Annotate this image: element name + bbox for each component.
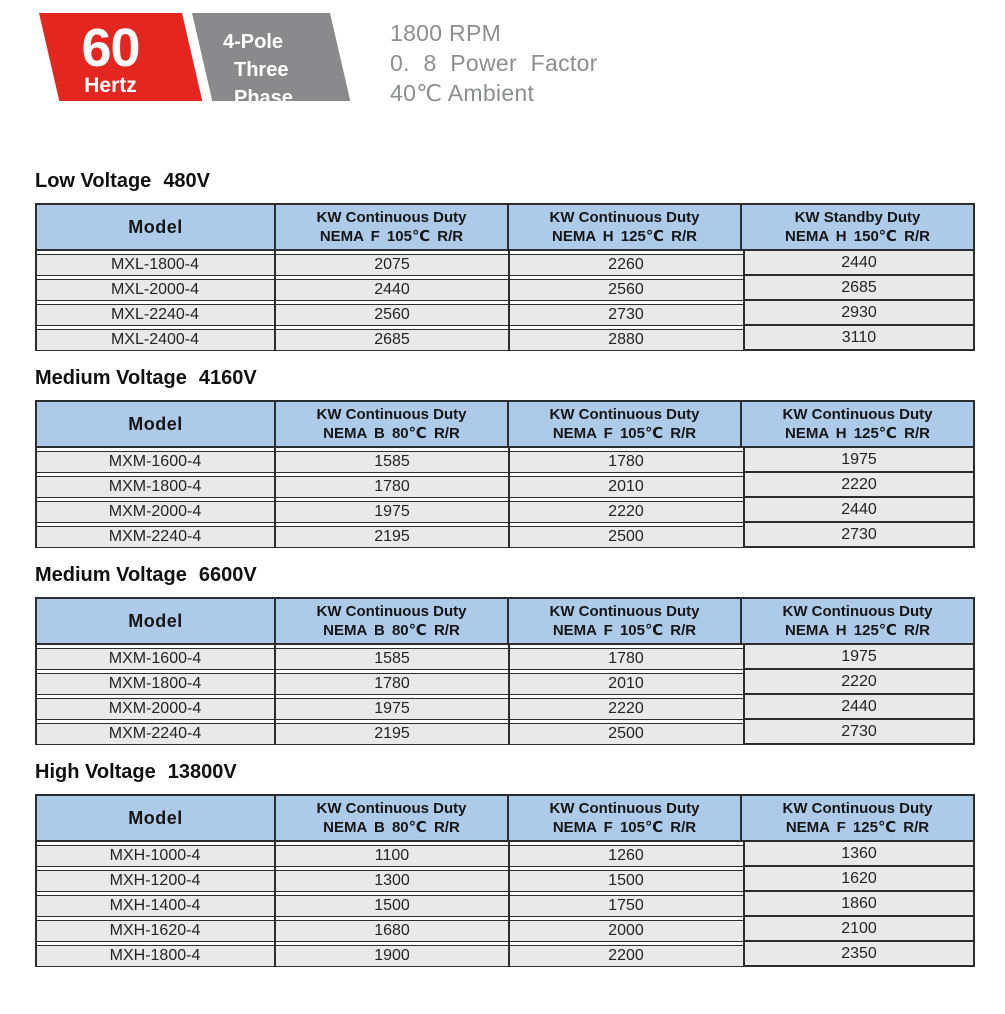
- model-cell: MXM-1800-4: [108, 478, 202, 495]
- column-divider: [274, 251, 276, 351]
- frequency-badge: [39, 13, 202, 101]
- column-header-line1: KW Continuous Duty: [316, 603, 467, 620]
- table-row: [35, 254, 743, 276]
- model-cell: MXM-1800-4: [108, 675, 202, 692]
- column-header-line2: NEMA H 150℃ R/R: [785, 228, 930, 245]
- column-header-line2: NEMA F 125℃ R/R: [785, 819, 930, 836]
- value-cell: 2010: [608, 675, 644, 692]
- model-cell: MXM-1600-4: [108, 453, 202, 470]
- value-cell: 1360: [745, 842, 973, 865]
- value-cell: 2440: [745, 496, 973, 521]
- value-cell: 1975: [745, 645, 973, 668]
- column-divider: [35, 645, 37, 745]
- data-table: [35, 794, 975, 967]
- column-header-line2: NEMA B 80℃ R/R: [323, 425, 460, 442]
- value-cell: 1680: [374, 922, 410, 939]
- value-cell: 2880: [608, 331, 644, 348]
- table-row: [35, 279, 743, 301]
- table-last-column: [743, 645, 975, 745]
- spec-rpm: 1800 RPM: [390, 20, 502, 46]
- value-cell: 2260: [608, 256, 644, 273]
- value-cell: 1620: [745, 865, 973, 890]
- table-row: [35, 845, 743, 867]
- column-header-line1: KW Continuous Duty: [782, 406, 933, 423]
- model-cell: MXH-1800-4: [109, 947, 201, 964]
- model-cell: MXM-2240-4: [108, 725, 202, 742]
- value-cell: 1780: [374, 478, 410, 495]
- value-cell: 1500: [608, 872, 644, 889]
- value-cell: 2195: [374, 528, 410, 545]
- column-header: [742, 205, 973, 249]
- voltage-section: [35, 761, 975, 967]
- column-header-line1: KW Continuous Duty: [549, 800, 700, 817]
- model-cell: MXL-2000-4: [110, 281, 200, 298]
- value-cell: 2000: [608, 922, 644, 939]
- column-header-line2: NEMA B 80℃ R/R: [323, 622, 460, 639]
- value-cell: 2220: [608, 700, 644, 717]
- column-header: [509, 599, 742, 643]
- column-header-line1: KW Continuous Duty: [549, 406, 700, 423]
- table-rows-left: [35, 448, 743, 548]
- column-divider: [508, 842, 510, 967]
- value-cell: 1585: [374, 650, 410, 667]
- section-title-voltage: 480V: [163, 170, 211, 192]
- column-header-line2: NEMA H 125℃ R/R: [785, 425, 930, 442]
- value-cell: 2220: [745, 471, 973, 496]
- column-header-line1: KW Standby Duty: [794, 209, 921, 226]
- section-title-label: Low Voltage: [35, 170, 152, 192]
- value-cell: 2440: [374, 281, 410, 298]
- data-table: [35, 203, 975, 351]
- column-header: [742, 402, 973, 446]
- value-cell: 2350: [745, 940, 973, 965]
- column-header-model: Model: [37, 205, 276, 249]
- value-cell: 1780: [608, 453, 644, 470]
- table-header-row: [35, 400, 975, 448]
- section-title-label: Medium Voltage: [35, 367, 187, 389]
- voltage-section: [35, 367, 975, 548]
- table-body: [35, 645, 975, 745]
- value-cell: 1975: [374, 700, 410, 717]
- value-cell: 2220: [745, 668, 973, 693]
- table-body: [35, 448, 975, 548]
- column-divider: [508, 448, 510, 548]
- value-cell: 2075: [374, 256, 410, 273]
- value-cell: 2930: [745, 299, 973, 324]
- column-header-line2: NEMA F 105℃ R/R: [552, 425, 697, 442]
- column-divider: [508, 645, 510, 745]
- value-cell: 2440: [745, 251, 973, 274]
- pole-phase-badge-content: [192, 13, 330, 116]
- table-row: [35, 329, 743, 351]
- section-title-label: Medium Voltage: [35, 564, 187, 586]
- column-header-line1: KW Continuous Duty: [549, 603, 700, 620]
- spec-power-factor: 0. 8 Power Factor: [390, 50, 598, 76]
- table-row: [35, 920, 743, 942]
- column-header-line1: KW Continuous Duty: [782, 603, 933, 620]
- frequency-badge-content: [39, 13, 182, 110]
- value-cell: 2500: [608, 725, 644, 742]
- model-cell: MXL-1800-4: [110, 256, 200, 273]
- model-cell: MXH-1620-4: [109, 922, 201, 939]
- table-last-column: [743, 842, 975, 967]
- section-title: [35, 564, 975, 587]
- section-title-voltage: 13800V: [167, 761, 237, 783]
- value-cell: 2685: [374, 331, 410, 348]
- model-cell: MXM-2240-4: [108, 528, 202, 545]
- value-cell: 2560: [608, 281, 644, 298]
- column-header: [742, 796, 973, 840]
- column-header: [742, 599, 973, 643]
- value-cell: 2500: [608, 528, 644, 545]
- section-title-voltage: 4160V: [198, 367, 257, 389]
- value-cell: 3110: [745, 324, 973, 349]
- value-cell: 2220: [608, 503, 644, 520]
- column-header: [276, 796, 509, 840]
- model-cell: MXH-1000-4: [109, 847, 201, 864]
- phase-label: Three Phase: [234, 59, 293, 109]
- value-cell: 1585: [374, 453, 410, 470]
- table-body: [35, 842, 975, 967]
- value-cell: 1900: [374, 947, 410, 964]
- data-table: [35, 400, 975, 548]
- value-cell: 1975: [745, 448, 973, 471]
- table-body: [35, 251, 975, 351]
- value-cell: 1260: [608, 847, 644, 864]
- table-row: [35, 673, 743, 695]
- value-cell: 1780: [374, 675, 410, 692]
- column-divider: [35, 842, 37, 967]
- value-cell: 1500: [374, 897, 410, 914]
- column-header-model: Model: [37, 402, 276, 446]
- value-cell: 2560: [374, 306, 410, 323]
- column-header-model: Model: [37, 599, 276, 643]
- pole-label: 4-Pole: [223, 31, 284, 53]
- column-header-line2: NEMA H 125℃ R/R: [552, 228, 697, 245]
- column-header-line1: KW Continuous Duty: [316, 209, 467, 226]
- table-header-row: [35, 597, 975, 645]
- column-header-line2: NEMA H 125℃ R/R: [785, 622, 930, 639]
- section-title: [35, 170, 975, 193]
- table-row: [35, 895, 743, 917]
- value-cell: 2195: [374, 725, 410, 742]
- section-title-voltage: 6600V: [198, 564, 257, 586]
- column-header-line1: KW Continuous Duty: [782, 800, 933, 817]
- table-header-row: [35, 794, 975, 842]
- table-last-column: [743, 448, 975, 548]
- value-cell: 2010: [608, 478, 644, 495]
- data-table: [35, 597, 975, 745]
- section-title: [35, 367, 975, 390]
- value-cell: 1100: [374, 847, 410, 864]
- column-divider: [274, 448, 276, 548]
- table-row: [35, 648, 743, 670]
- table-row: [35, 304, 743, 326]
- section-title-label: High Voltage: [35, 761, 156, 783]
- spec-ambient: 40℃ Ambient: [390, 80, 535, 106]
- section-title: [35, 761, 975, 784]
- table-header-row: [35, 203, 975, 251]
- column-header-line2: NEMA B 80℃ R/R: [323, 819, 460, 836]
- column-header-line2: NEMA F 105℃ R/R: [552, 819, 697, 836]
- value-cell: 1750: [608, 897, 644, 914]
- model-cell: MXH-1200-4: [109, 872, 201, 889]
- value-cell: 1780: [608, 650, 644, 667]
- column-header: [276, 599, 509, 643]
- column-divider: [274, 842, 276, 967]
- operating-specs: [390, 18, 598, 108]
- table-row: [35, 723, 743, 745]
- value-cell: 2685: [745, 274, 973, 299]
- table-last-column: [743, 251, 975, 351]
- table-row: [35, 945, 743, 967]
- table-row: [35, 476, 743, 498]
- frequency-value: 60: [81, 18, 140, 78]
- column-header: [276, 205, 509, 249]
- model-cell: MXM-1600-4: [108, 650, 202, 667]
- column-header: [509, 796, 742, 840]
- pole-phase-badge: [192, 13, 350, 109]
- table-row: [35, 526, 743, 548]
- value-cell: 1860: [745, 890, 973, 915]
- voltage-section: [35, 564, 975, 745]
- value-cell: 1975: [374, 503, 410, 520]
- column-divider: [35, 448, 37, 548]
- model-cell: MXM-2000-4: [108, 700, 202, 717]
- column-header: [509, 205, 742, 249]
- sections-container: [35, 170, 975, 967]
- value-cell: 2200: [608, 947, 644, 964]
- voltage-section: [35, 170, 975, 351]
- column-header: [276, 402, 509, 446]
- value-cell: 2730: [745, 521, 973, 546]
- table-rows-left: [35, 645, 743, 745]
- model-cell: MXH-1400-4: [109, 897, 201, 914]
- table-rows-left: [35, 251, 743, 351]
- value-cell: 2440: [745, 693, 973, 718]
- frequency-unit: Hertz: [84, 74, 137, 97]
- column-header-line1: KW Continuous Duty: [316, 800, 467, 817]
- model-cell: MXM-2000-4: [108, 503, 202, 520]
- model-cell: MXL-2400-4: [110, 331, 200, 348]
- column-header-line2: NEMA F 105℃ R/R: [319, 228, 464, 245]
- column-header-line2: NEMA F 105℃ R/R: [552, 622, 697, 639]
- table-rows-left: [35, 842, 743, 967]
- column-divider: [274, 645, 276, 745]
- value-cell: 2730: [608, 306, 644, 323]
- column-divider: [35, 251, 37, 351]
- value-cell: 1300: [374, 872, 410, 889]
- column-header-line1: KW Continuous Duty: [316, 406, 467, 423]
- table-row: [35, 451, 743, 473]
- value-cell: 2730: [745, 718, 973, 743]
- column-header-model: Model: [37, 796, 276, 840]
- column-header: [509, 402, 742, 446]
- table-row: [35, 501, 743, 523]
- value-cell: 2100: [745, 915, 973, 940]
- table-row: [35, 870, 743, 892]
- model-cell: MXL-2240-4: [110, 306, 200, 323]
- column-divider: [508, 251, 510, 351]
- table-row: [35, 698, 743, 720]
- column-header-line1: KW Continuous Duty: [549, 209, 700, 226]
